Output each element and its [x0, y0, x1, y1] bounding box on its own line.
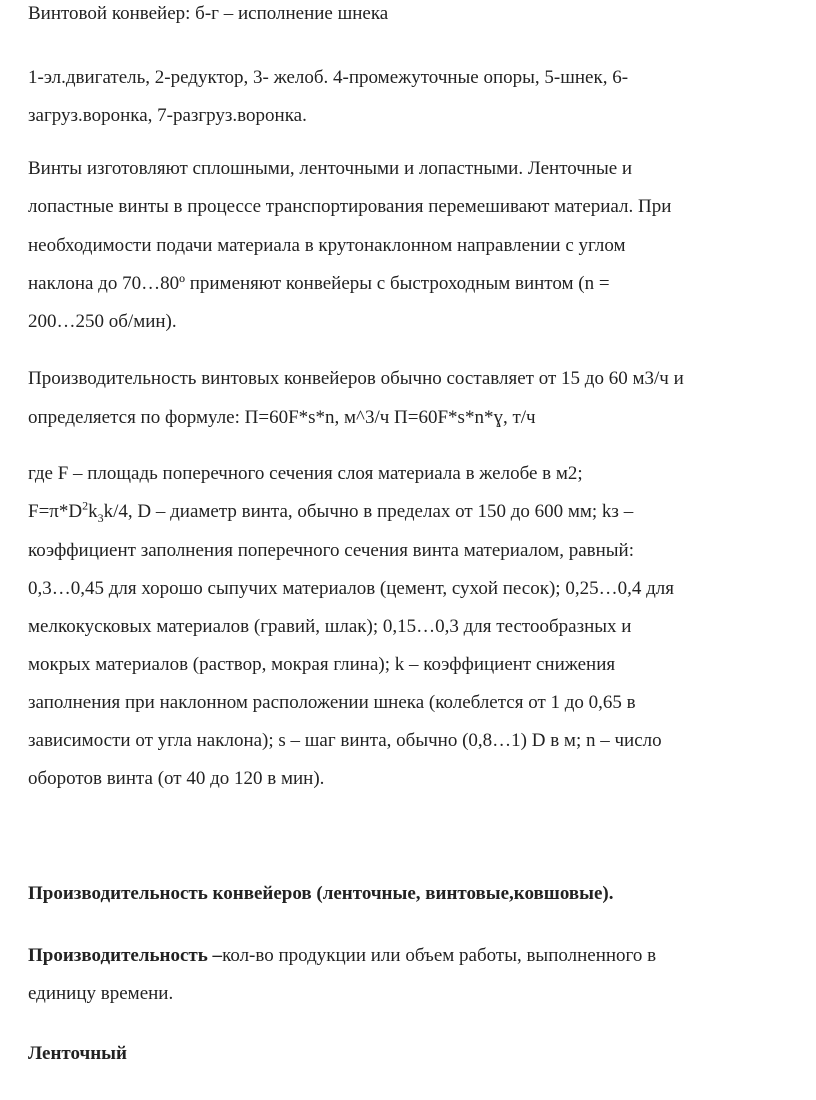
formula-f-eq: F=π*D [28, 501, 83, 522]
where-line-7: заполнения при наклонном расположении шнека (колеблется от 1 до 0,65 в [28, 692, 636, 713]
where-formula-line [28, 500, 633, 524]
screws-line-3: необходимости подачи материала в крутонаклонном направлении с углом [28, 235, 626, 256]
screws-line-5: 200…250 об/мин). [28, 311, 177, 332]
where-line-6: мокрых материалов (раствор, мокрая глина); k – коэффициент снижения [28, 654, 616, 675]
where-line-3: коэффициент заполнения поперечного сечения винта материалом, равный: [28, 540, 634, 561]
section-heading-belt: Ленточный [28, 1043, 127, 1064]
definition-line-1 [28, 944, 656, 968]
formula-rest: k/4, D – диаметр винта, обычно в пределах от 150 до 600 мм; kз – [103, 501, 634, 522]
where-line-4: 0,3…0,45 для хорошо сыпучих материалов (цемент, сухой песок); 0,25…0,4 для [28, 578, 674, 599]
screws-line-2: лопастные винты в процессе транспортирования перемешивают материал. При [28, 196, 672, 217]
definition-line-2: единицу времени. [28, 983, 174, 1004]
where-line-9: оборотов винта (от 40 до 120 в мин). [28, 768, 325, 789]
productivity-line-2: определяется по формуле: П=60F*s*n, м^3/ч П=60F*s*n*ɣ, т/ч [28, 407, 536, 428]
where-line-5: мелкокусковых материалов (гравий, шлак); 0,15…0,3 для тестообразных и [28, 616, 632, 637]
figure-caption: Винтовой конвейер: б-г – исполнение шнека [28, 3, 389, 24]
legend-line-1: 1-эл.двигатель, 2-редуктор, 3- желоб. 4-промежуточные опоры, 5-шнек, 6- [28, 67, 629, 88]
formula-subscript: 3 [97, 510, 104, 525]
formula-exponent: 2 [82, 498, 89, 513]
legend-line-2: загруз.воронка, 7-разгруз.воронка. [28, 105, 307, 126]
definition-term: Производительность – [28, 945, 223, 966]
definition-text: кол-во продукции или объем работы, выполненного в [222, 945, 657, 966]
screws-line-1: Винты изготовляют сплошными, ленточными и лопастными. Ленточные и [28, 158, 633, 179]
productivity-line-1: Производительность винтовых конвейеров обычно составляет от 15 до 60 м3/ч и [28, 368, 684, 389]
formula-k: k [88, 501, 98, 522]
where-line-8: зависимости от угла наклона); s – шаг винта, обычно (0,8…1) D в м; n – число [28, 730, 662, 751]
section-heading-productivity: Производительность конвейеров (ленточные, винтовые,ковшовые). [28, 883, 614, 904]
where-line-1: где F – площадь поперечного сечения слоя материала в желобе в м2; [28, 463, 583, 484]
screws-line-4: наклона до 70…80º применяют конвейеры с быстроходным винтом (n = [28, 273, 610, 294]
